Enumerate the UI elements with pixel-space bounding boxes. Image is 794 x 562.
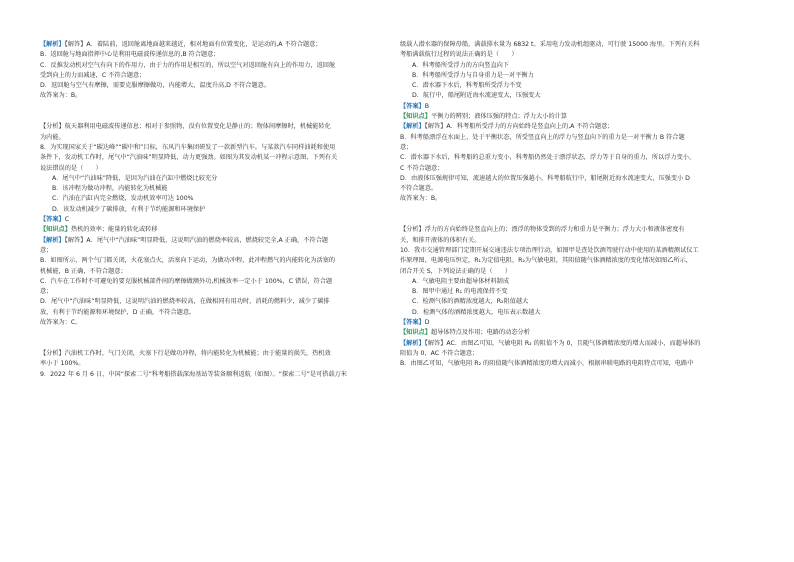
section-tag: 【解析】 [40,41,65,48]
text-line: 关，和排开液体的体积有关。 [400,236,481,244]
answer-option: D．检测气体的酒精浓度越大，电压表示数越大 [412,308,541,316]
text-line: 故答案为：B。 [400,195,442,203]
blank-line [40,112,395,122]
blank-line [40,102,395,112]
answer-option: B．图甲中通过 R₁ 的电流保持不变 [412,288,508,296]
section-tag: 【知识点】 [400,329,431,337]
text-line: B．科考船漂浮在水面上，处于平衡状态，所受竖直向上的浮力与竖直向下的重力是一对平衡力 B 符合题 [400,133,685,141]
text-line [400,328,755,338]
text-line: 故答案为：B。 [40,92,82,100]
text-line: 级载人潜水器的保障母船，满载排水量为 6832 t。采用电力发动机组驱动，可行驶 15000 海里。下列有关科 [400,41,700,48]
text-line: 阻值为 0，AC 不符合题意； [400,349,479,357]
section-text: B [424,102,429,110]
text-line: 说法错误的是（ ） [40,164,102,172]
right-column [400,40,755,370]
answer-option: C．汽油在汽缸内完全燃烧，发动机效率可达 100% [52,195,194,203]
answer-option: A．科考船所受浮力的方向竖直向下 [412,61,510,69]
text-line [400,339,755,349]
text-line: 意； [40,246,53,254]
answer-option: C．检测气体的酒精浓度越大，R₂阻值越大 [412,298,529,306]
text-line [400,112,755,122]
text-line: 机械能，B 正确，不符合题意； [40,267,127,275]
section-text: 平衡力的辨别；液体压强的特点；浮力大小的计算 [430,113,568,121]
blank-line [400,205,755,215]
text-line [40,215,395,225]
text-line: 9．2022 年 6 月 6 日，中国“探索二号”科考船搭载深海基站等装备顺利返航（如图）。“探索二号”是可搭载万米 [40,370,347,378]
text-line: C．反推发动机对空气有向下的作用力，由于力的作用是相互的，所以空气对返回舱有向上的作用力，返回舱 [40,61,336,69]
text-line: 【分析】航天器利用电磁波传递信息；相对于参照物，没有位置变化是静止的；物体间摩擦时，机械能转化 [40,123,331,131]
section-tag: 【解析】 [40,236,65,244]
text-line: 率小于 100%。 [40,360,85,368]
text-line: 8．为实现国家关于“碳达峰”“碳中和”目标，东风汽车集团研发了一款新型汽车。与某款汽车同样油耗和使用 [40,143,336,151]
text-line [40,40,395,50]
text-line: 【分析】汽油机工作时，气门关闭，火塞下行是做功冲程，将内能转化为机械能；由于能量的损失，热机效 [40,349,331,357]
section-tag: 【知识点】 [400,113,431,121]
blank-line [40,328,395,338]
section-text: C [64,216,70,224]
section-text: 【解答】A．着陆前，返回舱离地面越来越近，相对地面有位置变化，是运动的,A 不符合题意； [64,41,322,48]
text-line [40,225,395,235]
text-line: 故答案为：C。 [40,319,82,327]
text-line: 条件下，发动机工作时，尾气中“汽油味”明显降低，动力更强劲。如图为其发动机某一冲程示意图，下列有关 [40,154,338,162]
text-line: B．由图乙可知，气敏电阻 R₂ 的阻值随气体酒精浓度的增大而减小，根据串联电路的电阻特点可知，电路中 [400,360,694,368]
section-tag: 【知识点】 [40,226,71,234]
text-line: D．返回舱与空气有摩擦，需要克服摩擦做功，内能增大，温度升高,D 不符合题意。 [40,82,271,90]
text-line: 作原理图，电源电压恒定，R₁为定值电阻，R₂为气敏电阻，其阻值随气体酒精浓度的变化情况如图乙所示， [400,257,692,265]
text-line: B．如图所示，两个气门都关闭，火花塞点火，活塞向下运动，为做功冲程，此冲程燃气的内能转化为活塞的 [40,257,336,265]
answer-option: B．该冲程为做功冲程，内能转化为机械能 [52,185,168,193]
answer-option: C．潜水器下水后，科考船所受浮力不变 [412,82,522,90]
blank-line [400,215,755,225]
section-text: 【解答】A．科考船所受浮力的方向始终是竖直向上的,A 不符合题意； [424,123,614,131]
text-line: C．汽车在工作时不可避免的要克服机械部件间的摩擦做额外功,机械效率一定小于 100%，C 错误，符合题 [40,277,333,285]
text-line: 【分析】浮力的方向始终是竖直向上的；漂浮的物体受到的浮力和重力是平衡力；浮力大小和液体密度有 [400,226,685,234]
section-text: 超导体特点及作用；电路的动态分析 [430,329,530,337]
text-line: 意； [40,288,53,296]
answer-option: A．气敏电阻主要由超导体材料制成 [412,277,510,285]
text-line: 受到向上的力而减速，C 不符合题意； [40,71,146,79]
answer-option: A．尾气中“汽油味”降低，是因为汽油在汽缸中燃烧比较充分 [52,174,218,182]
text-line: 放，有利于节约能源和环境保护，D 正确，不符合题意。 [40,308,196,316]
text-line: 考船满载航行过程的说法正确的是（ ） [400,51,518,59]
text-line [40,236,395,246]
section-text: 热机的效率；能量的转化或转移 [70,226,158,234]
left-column [40,40,395,380]
text-line [400,318,755,328]
text-line: C．潜水器下水后，科考船的总重力变小，科考船仍然处于漂浮状态，浮力等于自身的重力，所以浮力变小， [400,154,696,162]
section-tag: 【答案】 [400,102,425,110]
text-line: 10．我市交通管理部门定期开展交通违法专项治理行动，如图甲是查处饮酒驾驶行动中使用的某酒精测试仪工 [400,246,699,254]
text-line: 意； [400,143,413,151]
section-tag: 【答案】 [400,319,425,327]
answer-option: B．科考船所受浮力与自身重力是一对平衡力 [412,71,534,79]
text-line: D．尾气中“汽油味”明显降低，这说明汽油的燃烧率较高，在做相同有用功时，消耗的燃料少，减少了碳排 [40,298,330,306]
section-text: D [424,319,430,327]
text-line: 不符合题意。 [400,185,438,193]
answer-option: D．该发动机减少了碳排放，有利于节约能源和环境保护 [52,205,206,213]
text-line: C 不符合题意； [400,164,444,172]
section-tag: 【解析】 [400,339,425,347]
text-line: 闭合开关 S，下列说法正确的是（ ） [400,267,512,275]
section-text: 【解答】AC．由图乙可知，气敏电阻 R₂ 的阻值不为 0，且随气体酒精浓度的增大而减小，而超导体的 [424,339,701,347]
answer-option: D．航行中，船尾附近海水流速变大，压强变大 [412,92,541,100]
section-text: 【解答】A．尾气中“汽油味”明显降低，这说明汽油的燃烧率较高，燃烧较完全,A 正确，不符合题 [64,236,328,244]
section-tag: 【答案】 [40,216,65,224]
text-line [400,122,755,132]
text-line: D．由液体压强规律可知，流速越大的位置压强越小。科考船航行中，船尾附近海水流速变大，压强变小 D [400,174,690,182]
text-line [400,102,755,112]
section-tag: 【解析】 [400,123,425,131]
text-line: 为内能。 [40,133,65,141]
blank-line [40,339,395,349]
text-line: B．返回舱与地面指挥中心是利用电磁波传递信息的,B 符合题意； [40,51,220,59]
